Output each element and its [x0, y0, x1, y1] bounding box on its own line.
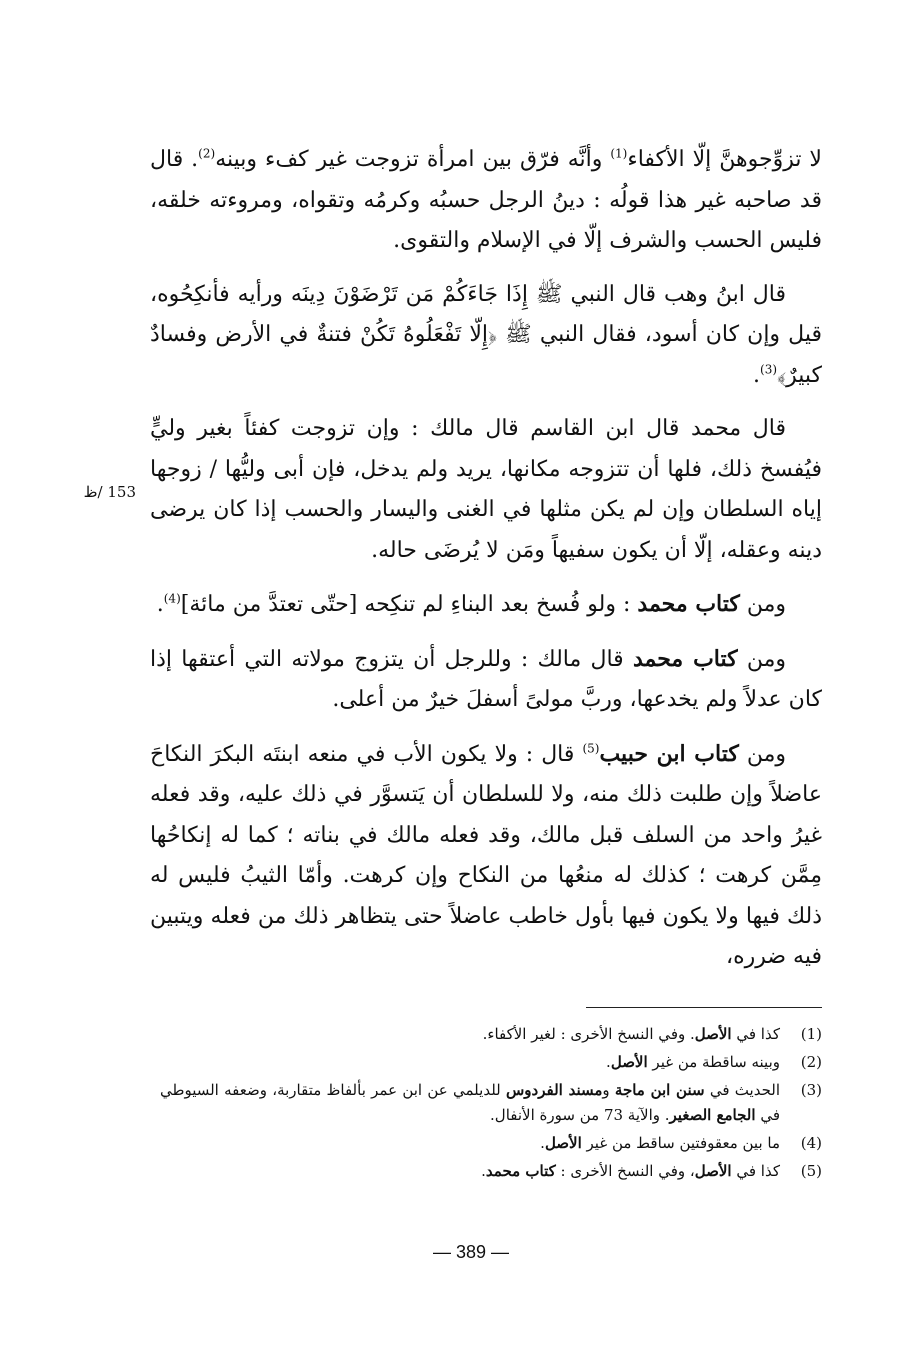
bold-text: كتاب محمد: [637, 591, 740, 617]
text-run: .: [156, 592, 164, 617]
footnote: [160, 1078, 822, 1128]
text-run: . وفي النسخ الأخرى : لغير الأكفاء.: [482, 1025, 695, 1043]
footnote-text: [160, 1078, 780, 1128]
text-run: ومن: [737, 646, 787, 672]
text-run: وأنَّه فرّق بين امرأة تزوجت غير كفء وبينه: [215, 147, 611, 172]
text-run: .: [540, 1134, 545, 1152]
footnote-number: (4): [800, 1134, 822, 1152]
paragraph: [150, 275, 822, 397]
text-run: ، وفي النسخ الأخرى :: [555, 1162, 695, 1180]
paragraph: [150, 584, 822, 626]
text-run: .: [606, 1053, 611, 1071]
text-run: ومن: [739, 592, 786, 617]
footnote-separator: [586, 1007, 822, 1008]
text-run: كذا في: [731, 1025, 780, 1043]
text-run: قال مالك : وللرجل أن يتزوج مولاته التي أعتقها إذا كان عدلاً ولم يخدعها، وربَّ مولىً أسفلَ خيرٌ من أعلى.: [150, 646, 822, 712]
bold-text: الأصل: [544, 1134, 582, 1152]
bold-text: سنن ابن ماجة: [614, 1081, 705, 1099]
bold-text: الأصل: [694, 1162, 732, 1180]
footnote-marker: (2): [198, 146, 216, 161]
text-run: لا تزوِّجوهنَّ إلّا الأكفاء: [627, 147, 822, 172]
footnote-number: (2): [800, 1053, 822, 1071]
text-run: . قال قد صاحبه غير هذا قولُه : دينُ الرجل حسبُه وكرمُه وتقواه، ومروءته خلقه، فليس الحسب والشرف إلّا في الإسلام والتقوى.: [150, 147, 822, 253]
text-run: وبينه ساقطة من غير: [647, 1053, 780, 1071]
footnote: [160, 1131, 822, 1156]
text-run: ما بين معقوفتين ساقط من غير: [581, 1134, 780, 1152]
bold-text: الجامع الصغير: [669, 1106, 756, 1124]
footnote-number: (3): [800, 1081, 822, 1099]
text-run: : ولو فُسخ بعد البناءِ لم تنكِحه [حتّى تعتدَّ من مائة]: [180, 592, 638, 617]
footnote-text: [160, 1131, 780, 1156]
text-run: ومن: [738, 741, 787, 767]
bold-text: الأصل: [694, 1025, 732, 1043]
text-run: قال ابنُ وهب قال النبي ﷺ إِذَا جَاءَكُمْ مَن تَرْضَوْنَ دِينَه ورأيه فأنكِحُوه، قيل وإن كان أسود، فقال النبي ﷺ ﴿إِلّا تَفْعَلُوهُ تَكُنْ فتنةٌ في الأرض وفسادٌ كبيرٌ﴾: [150, 281, 822, 388]
footnote-marker: (4): [163, 591, 181, 606]
footnote-text: [160, 1022, 780, 1047]
paragraph: [150, 140, 822, 262]
text-run: قال محمد قال ابن القاسم قال مالك : وإن تزوجت كفئاً بغير وليٍّ فيُفسخ ذلك، فلها أن تتزوجه مكانها، يريد ولم يدخل، فإن أبى وليُّها / زوجها إياه السلطان وإن لم يكن مثلها في الغنى واليسار والحسب إذا كان يرضى دينه وعقله، إلّا أن يكون سفيهاً ومَن لا يُرضَى حاله.: [150, 416, 822, 563]
footnote: [160, 1022, 822, 1047]
text-run: و: [602, 1081, 615, 1099]
text-run: كذا في: [731, 1162, 780, 1180]
bold-text: كتاب محمد: [632, 645, 738, 672]
footnote-number: (1): [800, 1025, 822, 1043]
text-run: .: [753, 362, 761, 388]
paragraph: [150, 639, 822, 721]
text-run: .: [481, 1162, 486, 1180]
footnote: [160, 1159, 822, 1184]
footnote-number: (5): [800, 1162, 822, 1180]
paragraph: [150, 734, 822, 978]
main-text: [150, 140, 822, 991]
text-run: . والآية 73 من سورة الأنفال.: [490, 1106, 670, 1124]
footnote-marker: (1): [610, 146, 628, 161]
text-run: الحديث في: [704, 1081, 780, 1099]
text-run: قال : ولا يكون الأب في منعه ابنتَه البكرَ النكاحَ عاضلاً وإن طلبت ذلك منه، ولا للسلطان أن يَتسوَّر في ذلك عليه، وقد فعله غيرُ واحد من السلف قبل مالك، وقد فعله مالك في بناته ؛ كما له إنكاحُها مِمَّن كرهت ؛ كذلك له منعُها من النكاح وإن كرهت. وأمّا الثيبُ فليس له ذلك فيها ولا يكون فيها بأول خاطب عاضلاً حتى يتظاهر ذلك من فعله ويتبين فيه ضرره،: [150, 741, 822, 969]
footnote-marker: (3): [760, 362, 778, 377]
bold-text: كتاب ابن حبيب: [599, 740, 739, 767]
footnote-marker: (5): [582, 741, 600, 756]
paragraph: [150, 409, 822, 571]
page-number: — 389 —: [432, 1242, 510, 1262]
margin-folio-note: 153 /ظ: [83, 483, 136, 501]
footnotes: [160, 1022, 822, 1187]
bold-text: كتاب محمد: [485, 1162, 556, 1180]
bold-text: مسند الفردوس: [506, 1081, 603, 1099]
footnote-text: [160, 1159, 780, 1184]
text-run: للديلمي عن ابن عمر بألفاظ متقاربة، وضعفه السيوطي في: [160, 1081, 780, 1124]
bold-text: الأصل: [610, 1053, 648, 1071]
footnote-text: [160, 1050, 780, 1075]
footnote: [160, 1050, 822, 1075]
